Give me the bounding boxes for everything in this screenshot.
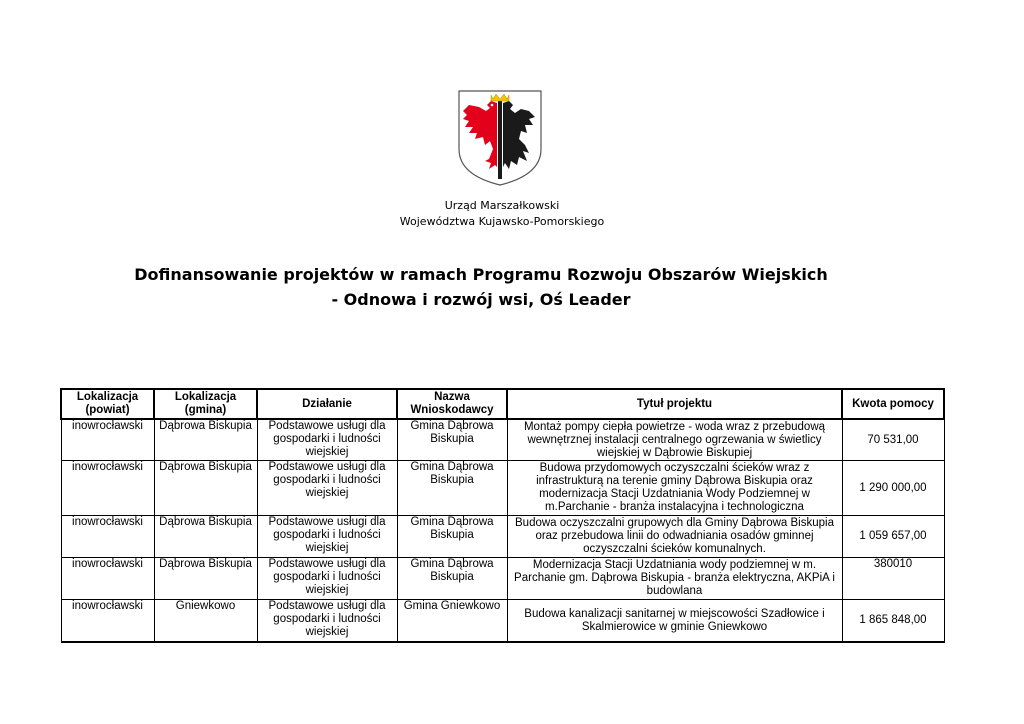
cell-kwota: 380010 — [842, 558, 944, 600]
cell-tytul: Modernizacja Stacji Uzdatniania wody podziemnej w m. Parchanie gm. Dąbrowa Biskupia - branża elektryczna, AKPiA i budowlana — [507, 558, 842, 600]
office-line-1: Urząd Marszałkowski — [444, 199, 560, 212]
cell-wnioskodawca: Gmina Dąbrowa Biskupia — [397, 516, 507, 558]
column-header-powiat: Lokalizacja (powiat) — [61, 389, 154, 419]
coat-of-arms-icon — [457, 89, 543, 187]
cell-gmina: Dąbrowa Biskupia — [154, 461, 257, 516]
cell-dzialanie: Podstawowe usługi dla gospodarki i ludności wiejskiej — [257, 516, 397, 558]
cell-powiat: inowrocławski — [61, 461, 154, 516]
office-heading — [0, 198, 1004, 230]
cell-powiat: inowrocławski — [61, 558, 154, 600]
cell-gmina: Dąbrowa Biskupia — [154, 419, 257, 461]
cell-tytul: Budowa oczyszczalni grupowych dla Gminy Dąbrowa Biskupia oraz przebudowa linii do odwadniania osadów gminnej oczyszczalni ścieków komunalnych. — [507, 516, 842, 558]
table-row — [61, 461, 944, 516]
cell-wnioskodawca: Gmina Dąbrowa Biskupia — [397, 461, 507, 516]
table-row — [61, 419, 944, 461]
cell-dzialanie: Podstawowe usługi dla gospodarki i ludności wiejskiej — [257, 461, 397, 516]
cell-wnioskodawca: Gmina Dąbrowa Biskupia — [397, 419, 507, 461]
table-header-row — [61, 389, 944, 419]
projects-table — [60, 388, 945, 643]
cell-wnioskodawca: Gmina Dąbrowa Biskupia — [397, 558, 507, 600]
cell-dzialanie: Podstawowe usługi dla gospodarki i ludności wiejskiej — [257, 419, 397, 461]
document-title — [0, 262, 962, 312]
cell-tytul: Montaż pompy ciepła powietrze - woda wraz z przebudową wewnętrznej instalacji centralnego ogrzewania w świetlicy wiejskiej w Dąbrowie Biskupiej — [507, 419, 842, 461]
cell-powiat: inowrocławski — [61, 600, 154, 643]
cell-gmina: Dąbrowa Biskupia — [154, 558, 257, 600]
title-line-1: Dofinansowanie projektów w ramach Programu Rozwoju Obszarów Wiejskich — [134, 265, 828, 284]
cell-kwota: 1 865 848,00 — [842, 600, 944, 643]
cell-dzialanie: Podstawowe usługi dla gospodarki i ludności wiejskiej — [257, 600, 397, 643]
column-header-tytul: Tytuł projektu — [507, 389, 842, 419]
cell-dzialanie: Podstawowe usługi dla gospodarki i ludności wiejskiej — [257, 558, 397, 600]
table-row — [61, 558, 944, 600]
column-header-gmina: Lokalizacja (gmina) — [154, 389, 257, 419]
cell-gmina: Dąbrowa Biskupia — [154, 516, 257, 558]
cell-kwota: 70 531,00 — [842, 419, 944, 461]
office-line-2: Województwa Kujawsko-Pomorskiego — [399, 215, 605, 228]
cell-kwota: 1 290 000,00 — [842, 461, 944, 516]
cell-powiat: inowrocławski — [61, 516, 154, 558]
table-row — [61, 516, 944, 558]
cell-kwota: 1 059 657,00 — [842, 516, 944, 558]
column-header-kwota: Kwota pomocy — [842, 389, 944, 419]
column-header-dzialanie: Działanie — [257, 389, 397, 419]
cell-tytul: Budowa przydomowych oczyszczalni ścieków wraz z infrastrukturą na terenie gminy Dąbrowa Biskupia oraz modernizacja Stacji Uzdatniania Wody Podziemnej w m.Parchanie - branża instalacyjna i technologiczna — [507, 461, 842, 516]
column-header-wnioskodawca: Nazwa Wnioskodawcy — [397, 389, 507, 419]
title-line-2: - Odnowa i rozwój wsi, Oś Leader — [331, 290, 631, 309]
cell-wnioskodawca: Gmina Gniewkowo — [397, 600, 507, 643]
cell-gmina: Gniewkowo — [154, 600, 257, 643]
cell-powiat: inowrocławski — [61, 419, 154, 461]
cell-tytul: Budowa kanalizacji sanitarnej w miejscowości Szadłowice i Skalmierowice w gminie Gniewkowo — [507, 600, 842, 643]
table-row — [61, 600, 944, 643]
